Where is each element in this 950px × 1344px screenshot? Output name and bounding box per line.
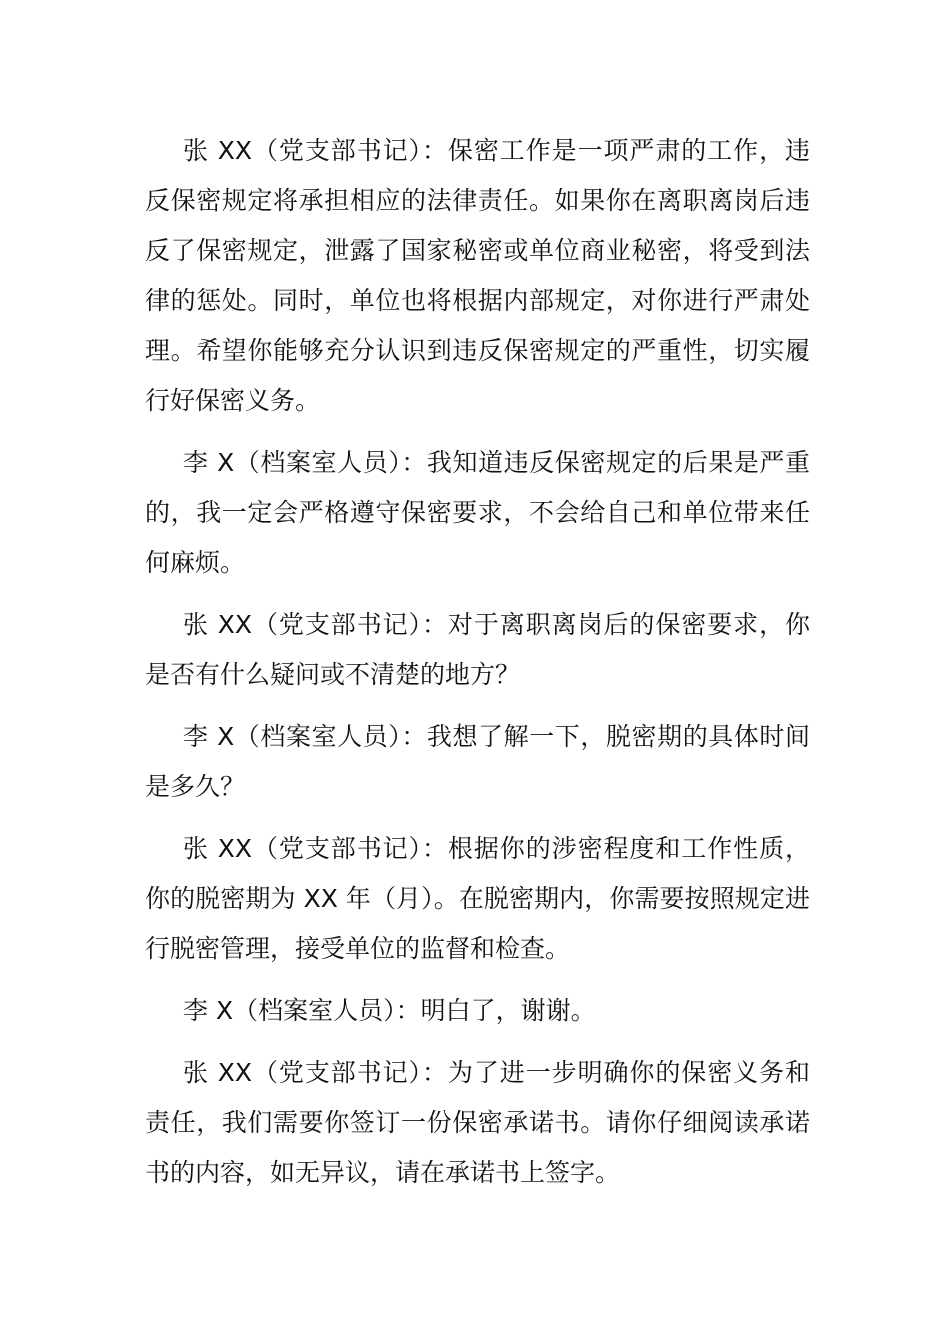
paragraph-2: 李 X（档案室人员）：我知道违反保密规定的后果是严重的，我一定会严格遵守保密要求，不会给自己和单位带来任何麻烦。 xyxy=(145,448,810,577)
paragraph-1: 张 XX（党支部书记）：保密工作是一项严肃的工作，违反保密规定将承担相应的法律责任。如果你在离职离岗后违反了保密规定，泄露了国家秘密或单位商业秘密，将受到法律的惩处。同时，单位也将根据内部规定，对你进行严肃处理。希望你能够充分认识到违反保密规定的严重性，切实履行好保密义务。 xyxy=(145,136,810,415)
paragraph-5: 张 XX（党支部书记）：根据你的涉密程度和工作性质，你的脱密期为 XX 年（月）。在脱密期内，你需要按照规定进行脱密管理，接受单位的监督和检查。 xyxy=(145,834,810,963)
paragraph-3: 张 XX（党支部书记）：对于离职离岗后的保密要求，你是否有什么疑问或不清楚的地方？ xyxy=(145,610,810,689)
document-body xyxy=(145,126,810,1210)
paragraph-4: 李 X（档案室人员）：我想了解一下，脱密期的具体时间是多久？ xyxy=(145,722,810,801)
paragraph-7: 张 XX（党支部书记）：为了进一步明确你的保密义务和责任，我们需要你签订一份保密承诺书。请你仔细阅读承诺书的内容，如无异议，请在承诺书上签字。 xyxy=(145,1058,810,1187)
paragraph-6: 李 X（档案室人员）：明白了，谢谢。 xyxy=(183,996,596,1025)
